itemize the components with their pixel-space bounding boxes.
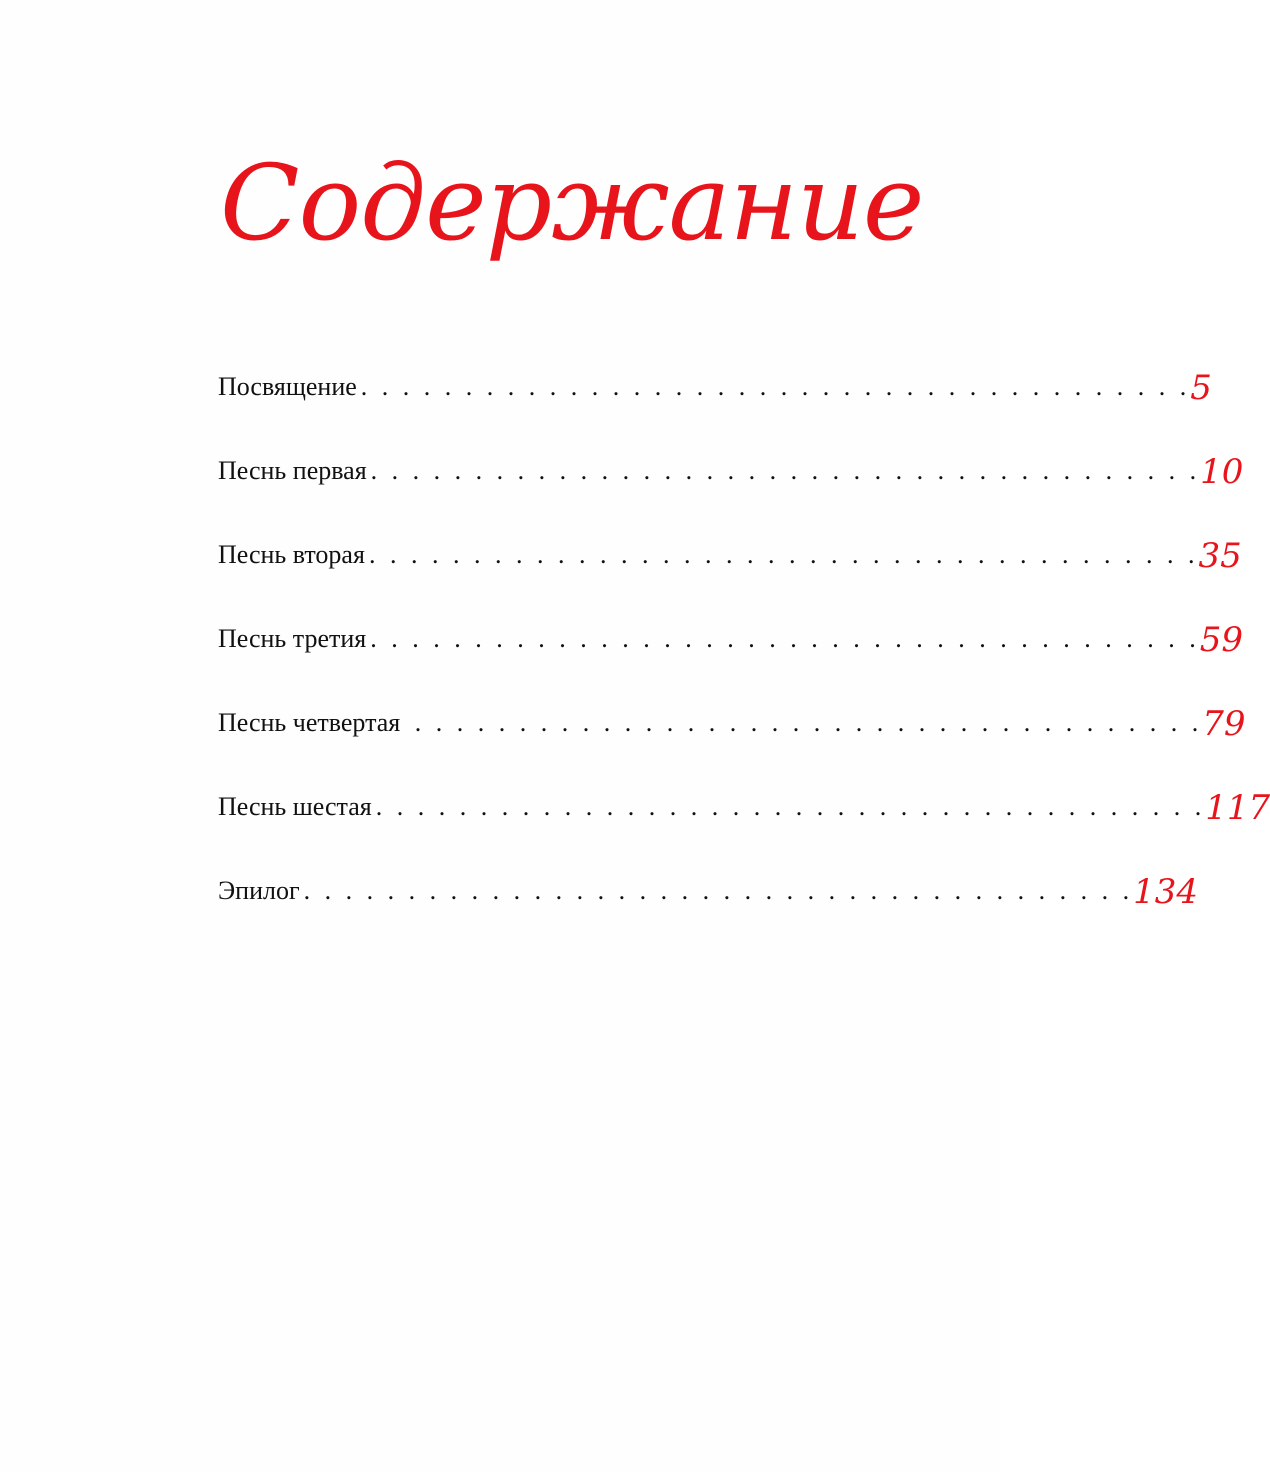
toc-entry-label: Песнь третия: [218, 624, 367, 653]
toc-entry-label: Посвящение: [218, 372, 357, 401]
toc-entry: [218, 834, 1199, 918]
dot-leader: . . . . . . . . . . . . . . . . . . . . . . . . . . . . . . . . . . . . . . . .: [370, 624, 1200, 653]
toc-entry-label: Песнь первая: [218, 456, 367, 485]
dot-leader: . . . . . . . . . . . . . . . . . . . . . . . . . . . . . . . . . . . . . .: [404, 708, 1203, 737]
toc-entry: [218, 414, 1244, 498]
toc-entry-page-number: 35: [1198, 536, 1242, 576]
toc-entry-label: Песнь четвертая: [218, 708, 401, 737]
toc-entry-page-number: 79: [1202, 704, 1246, 744]
dot-leader: . . . . . . . . . . . . . . . . . . . . . . . . . . . . . . . . . . . . . . . .: [360, 372, 1191, 401]
dot-leader: . . . . . . . . . . . . . . . . . . . . . . . . . . . . . . . . . . . . . . . .: [370, 456, 1201, 485]
toc-entry-page-number: 10: [1200, 452, 1244, 492]
toc-entry-label: Песнь шестая: [218, 792, 372, 821]
toc-entry: [218, 330, 1212, 414]
toc-entry: [218, 666, 1246, 750]
toc-entry-label: Песнь вторая: [218, 540, 365, 569]
page-title: Содержание: [220, 142, 924, 264]
toc-entry-page-number: 5: [1190, 368, 1212, 408]
toc-entry: [218, 498, 1242, 582]
table-of-contents: [218, 330, 1270, 918]
toc-entry-page-number: 117: [1205, 788, 1270, 828]
toc-entry: [218, 750, 1270, 834]
dot-leader: . . . . . . . . . . . . . . . . . . . . . . . . . . . . . . . . . . . . . . . .: [368, 540, 1199, 569]
toc-entry-page-number: 134: [1133, 872, 1199, 912]
toc-entry-label: Эпилог: [218, 876, 300, 905]
dot-leader: . . . . . . . . . . . . . . . . . . . . . . . . . . . . . . . . . . . . . . . .: [303, 876, 1134, 905]
toc-entry: [218, 582, 1243, 666]
toc-entry-page-number: 59: [1199, 620, 1243, 660]
dot-leader: . . . . . . . . . . . . . . . . . . . . . . . . . . . . . . . . . . . . . . . .: [375, 792, 1206, 821]
